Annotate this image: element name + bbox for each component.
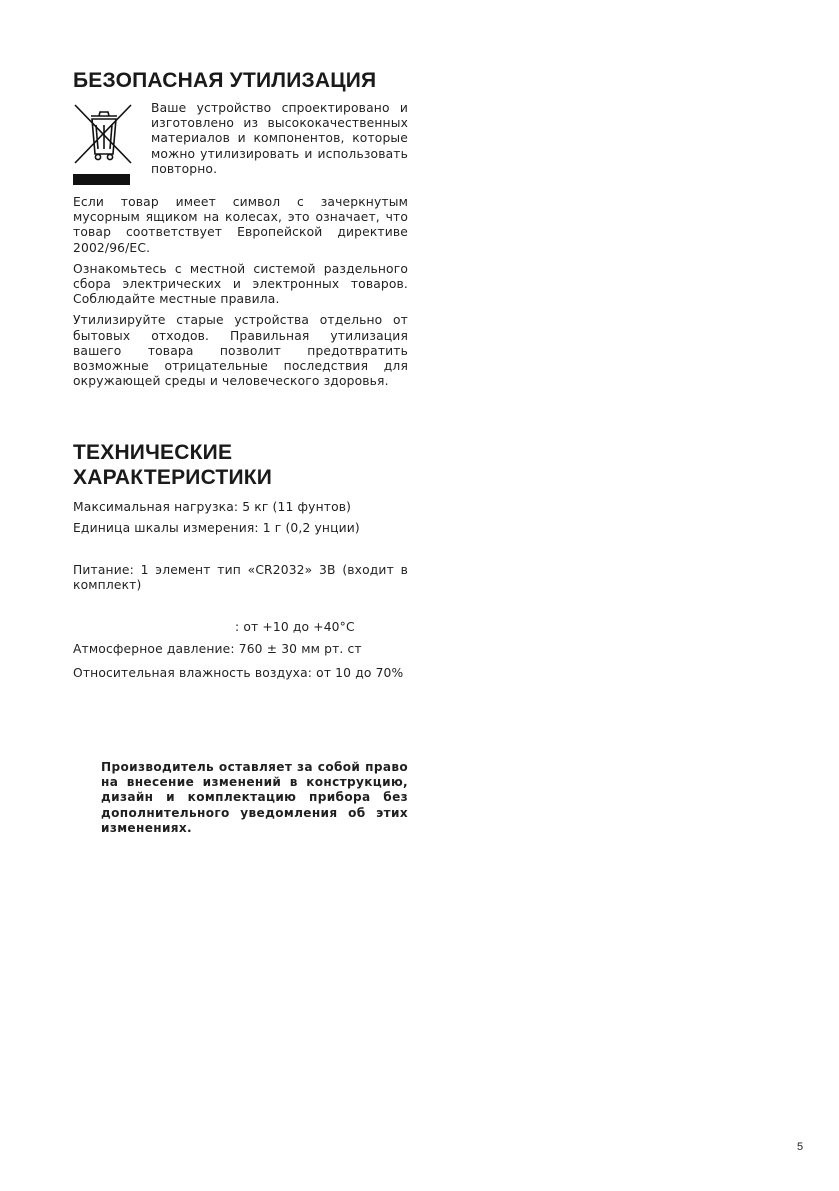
weee-bar [73,174,130,185]
page-number: 5 [797,1141,804,1153]
spec-scale-unit: Единица шкалы измерения: 1 г (0,2 унции) [73,521,360,535]
disposal-title: БЕЗОПАСНАЯ УТИЛИЗАЦИЯ [73,69,377,92]
disposal-paragraph-weee: Если товар имеет символ с зачеркнутым мусорным ящиком на колесах, это означает, что товар соответствует Европейской директиве 2002/96/EC. [73,195,408,255]
spec-power: Питание: 1 элемент тип «CR2032» 3В (входит в комплект) [73,563,408,593]
weee-symbol [73,101,133,191]
spec-max-load-row [73,500,408,515]
spec-pressure-row [73,642,408,657]
disposal-paragraphs [73,195,408,389]
spec-max-load: Максимальная нагрузка: 5 кг (11 фунтов) [73,500,352,514]
crossed-out-wheelie-bin-icon [73,101,133,169]
spec-pressure: Атмосферное давление: 760 ± 30 мм рт. ст [73,642,362,656]
specs-section [73,440,408,490]
spec-temperature: : от +10 до +40°С [235,620,355,634]
disposal-paragraph-separate: Утилизируйте старые устройства отдельно от бытовых отходов. Правильная утилизация вашего товара позволит предотвратить возможные отрицательные последствия для окружающей среды и человеческого здоровья. [73,313,408,389]
specs-title-line1: ТЕХНИЧЕСКИЕ [73,441,233,464]
specs-title-line2: ХАРАКТЕРИСТИКИ [73,466,273,489]
spec-scale-unit-row [73,521,408,536]
disposal-intro: Ваше устройство спроектировано и изготовлено из высококачественных материалов и компонентов, которые можно утилизировать и использовать повторно. [151,101,408,176]
disposal-intro-block [73,101,408,191]
disposal-section [73,68,408,93]
spec-power-row [73,563,408,593]
manufacturer-note: Производитель оставляет за собой право на внесение изменений в конструкцию, дизайн и комплектацию прибора без дополнительного уведомления об этих изменениях. [101,760,408,835]
spec-humidity: Относительная влажность воздуха: от 10 до 70% [73,666,404,680]
spec-humidity-row [73,666,408,681]
disposal-paragraph-local: Ознакомьтесь с местной системой раздельного сбора электрических и электронных товаров. Соблюдайте местные правила. [73,261,408,307]
